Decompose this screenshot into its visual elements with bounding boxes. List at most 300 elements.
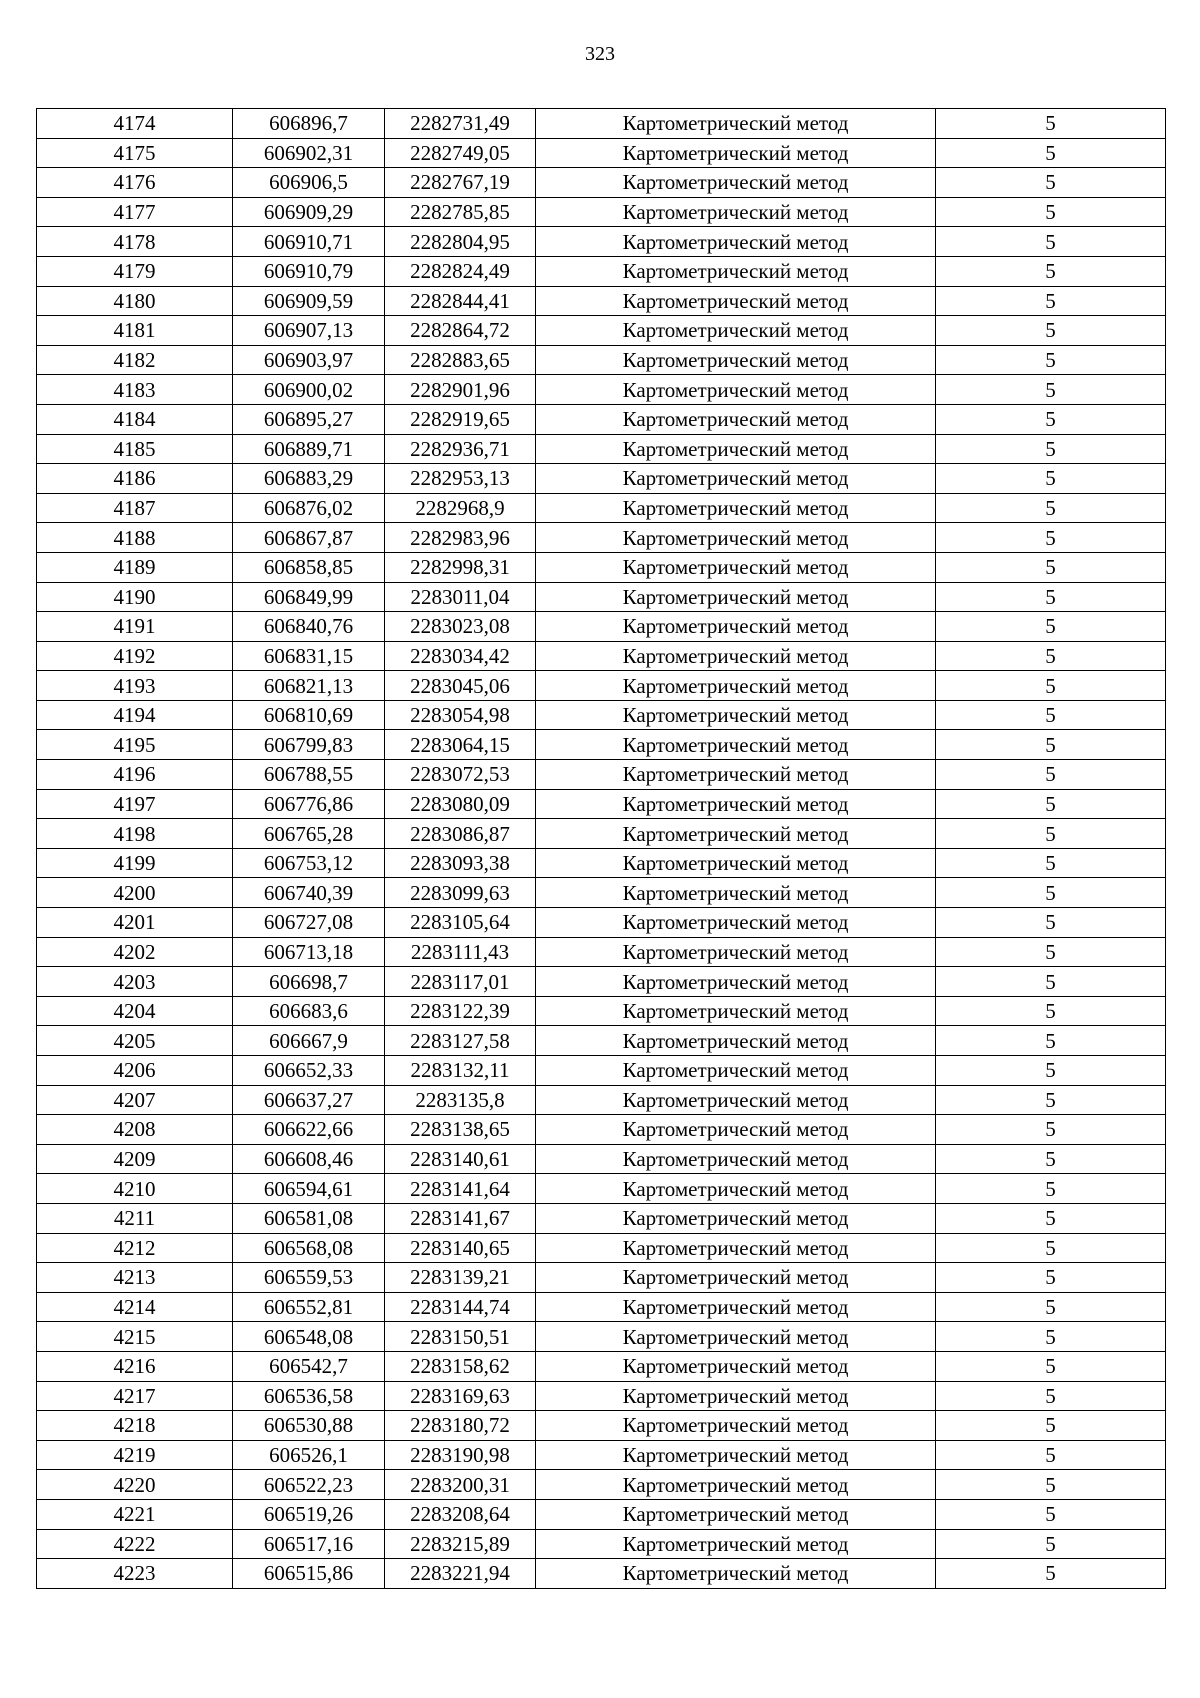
point-number-cell: 4217 (37, 1381, 233, 1411)
y-coordinate-cell: 2282968,9 (385, 493, 536, 523)
table-row (37, 700, 1166, 730)
method-cell: Картометрический метод (536, 582, 936, 612)
x-coordinate-cell: 606652,33 (233, 1056, 385, 1086)
y-coordinate-cell: 2283144,74 (385, 1292, 536, 1322)
point-number-cell: 4200 (37, 878, 233, 908)
table-row (37, 760, 1166, 790)
x-coordinate-cell: 606515,86 (233, 1559, 385, 1589)
x-coordinate-cell: 606849,99 (233, 582, 385, 612)
y-coordinate-cell: 2283169,63 (385, 1381, 536, 1411)
table-row (37, 1529, 1166, 1559)
method-cell: Картометрический метод (536, 1233, 936, 1263)
x-coordinate-cell: 606594,61 (233, 1174, 385, 1204)
accuracy-cell: 5 (936, 316, 1166, 346)
accuracy-cell: 5 (936, 908, 1166, 938)
table-row (37, 641, 1166, 671)
method-cell: Картометрический метод (536, 1026, 936, 1056)
y-coordinate-cell: 2282785,85 (385, 197, 536, 227)
y-coordinate-cell: 2283140,61 (385, 1144, 536, 1174)
point-number-cell: 4223 (37, 1559, 233, 1589)
x-coordinate-cell: 606840,76 (233, 612, 385, 642)
table-row (37, 1085, 1166, 1115)
method-cell: Картометрический метод (536, 1085, 936, 1115)
table-row (37, 671, 1166, 701)
accuracy-cell: 5 (936, 464, 1166, 494)
method-cell: Картометрический метод (536, 197, 936, 227)
accuracy-cell: 5 (936, 1144, 1166, 1174)
y-coordinate-cell: 2283023,08 (385, 612, 536, 642)
x-coordinate-cell: 606622,66 (233, 1115, 385, 1145)
table-row (37, 582, 1166, 612)
accuracy-cell: 5 (936, 760, 1166, 790)
y-coordinate-cell: 2283105,64 (385, 908, 536, 938)
y-coordinate-cell: 2283140,65 (385, 1233, 536, 1263)
table-row (37, 286, 1166, 316)
coordinates-table-body (37, 109, 1166, 1589)
table-row (37, 1174, 1166, 1204)
table-row (37, 1499, 1166, 1529)
accuracy-cell: 5 (936, 996, 1166, 1026)
method-cell: Картометрический метод (536, 612, 936, 642)
method-cell: Картометрический метод (536, 168, 936, 198)
accuracy-cell: 5 (936, 345, 1166, 375)
point-number-cell: 4190 (37, 582, 233, 612)
method-cell: Картометрический метод (536, 375, 936, 405)
x-coordinate-cell: 606909,29 (233, 197, 385, 227)
x-coordinate-cell: 606765,28 (233, 819, 385, 849)
point-number-cell: 4196 (37, 760, 233, 790)
table-row (37, 1411, 1166, 1441)
point-number-cell: 4206 (37, 1056, 233, 1086)
point-number-cell: 4182 (37, 345, 233, 375)
x-coordinate-cell: 606867,87 (233, 523, 385, 553)
accuracy-cell: 5 (936, 1499, 1166, 1529)
y-coordinate-cell: 2283138,65 (385, 1115, 536, 1145)
point-number-cell: 4183 (37, 375, 233, 405)
table-row (37, 1263, 1166, 1293)
point-number-cell: 4176 (37, 168, 233, 198)
x-coordinate-cell: 606909,59 (233, 286, 385, 316)
table-row (37, 1559, 1166, 1589)
table-row (37, 168, 1166, 198)
y-coordinate-cell: 2283080,09 (385, 789, 536, 819)
x-coordinate-cell: 606799,83 (233, 730, 385, 760)
table-row (37, 1440, 1166, 1470)
method-cell: Картометрический метод (536, 345, 936, 375)
method-cell: Картометрический метод (536, 1174, 936, 1204)
table-row (37, 1203, 1166, 1233)
table-row (37, 1144, 1166, 1174)
x-coordinate-cell: 606821,13 (233, 671, 385, 701)
accuracy-cell: 5 (936, 819, 1166, 849)
y-coordinate-cell: 2282901,96 (385, 375, 536, 405)
table-row (37, 345, 1166, 375)
accuracy-cell: 5 (936, 1203, 1166, 1233)
point-number-cell: 4193 (37, 671, 233, 701)
y-coordinate-cell: 2283045,06 (385, 671, 536, 701)
x-coordinate-cell: 606637,27 (233, 1085, 385, 1115)
point-number-cell: 4187 (37, 493, 233, 523)
point-number-cell: 4201 (37, 908, 233, 938)
x-coordinate-cell: 606910,79 (233, 256, 385, 286)
accuracy-cell: 5 (936, 197, 1166, 227)
x-coordinate-cell: 606519,26 (233, 1499, 385, 1529)
method-cell: Картометрический метод (536, 404, 936, 434)
accuracy-cell: 5 (936, 404, 1166, 434)
y-coordinate-cell: 2283099,63 (385, 878, 536, 908)
method-cell: Картометрический метод (536, 1115, 936, 1145)
accuracy-cell: 5 (936, 552, 1166, 582)
table-row (37, 967, 1166, 997)
point-number-cell: 4184 (37, 404, 233, 434)
point-number-cell: 4180 (37, 286, 233, 316)
method-cell: Картометрический метод (536, 1056, 936, 1086)
accuracy-cell: 5 (936, 1115, 1166, 1145)
x-coordinate-cell: 606568,08 (233, 1233, 385, 1263)
accuracy-cell: 5 (936, 700, 1166, 730)
table-row (37, 1115, 1166, 1145)
y-coordinate-cell: 2283064,15 (385, 730, 536, 760)
method-cell: Картометрический метод (536, 552, 936, 582)
accuracy-cell: 5 (936, 1085, 1166, 1115)
accuracy-cell: 5 (936, 375, 1166, 405)
accuracy-cell: 5 (936, 671, 1166, 701)
x-coordinate-cell: 606902,31 (233, 138, 385, 168)
point-number-cell: 4188 (37, 523, 233, 553)
method-cell: Картометрический метод (536, 523, 936, 553)
y-coordinate-cell: 2282864,72 (385, 316, 536, 346)
x-coordinate-cell: 606858,85 (233, 552, 385, 582)
y-coordinate-cell: 2283208,64 (385, 1499, 536, 1529)
point-number-cell: 4179 (37, 256, 233, 286)
x-coordinate-cell: 606907,13 (233, 316, 385, 346)
x-coordinate-cell: 606753,12 (233, 848, 385, 878)
y-coordinate-cell: 2283011,04 (385, 582, 536, 612)
accuracy-cell: 5 (936, 434, 1166, 464)
accuracy-cell: 5 (936, 1056, 1166, 1086)
table-row (37, 1233, 1166, 1263)
table-row (37, 256, 1166, 286)
table-row (37, 730, 1166, 760)
y-coordinate-cell: 2283139,21 (385, 1263, 536, 1293)
method-cell: Картометрический метод (536, 908, 936, 938)
point-number-cell: 4197 (37, 789, 233, 819)
x-coordinate-cell: 606536,58 (233, 1381, 385, 1411)
table-row (37, 789, 1166, 819)
point-number-cell: 4178 (37, 227, 233, 257)
method-cell: Картометрический метод (536, 1440, 936, 1470)
accuracy-cell: 5 (936, 256, 1166, 286)
point-number-cell: 4211 (37, 1203, 233, 1233)
y-coordinate-cell: 2282767,19 (385, 168, 536, 198)
x-coordinate-cell: 606559,53 (233, 1263, 385, 1293)
accuracy-cell: 5 (936, 1559, 1166, 1589)
point-number-cell: 4204 (37, 996, 233, 1026)
method-cell: Картометрический метод (536, 641, 936, 671)
x-coordinate-cell: 606522,23 (233, 1470, 385, 1500)
method-cell: Картометрический метод (536, 700, 936, 730)
table-row (37, 493, 1166, 523)
table-row (37, 227, 1166, 257)
point-number-cell: 4203 (37, 967, 233, 997)
y-coordinate-cell: 2282824,49 (385, 256, 536, 286)
accuracy-cell: 5 (936, 1381, 1166, 1411)
y-coordinate-cell: 2282749,05 (385, 138, 536, 168)
method-cell: Картометрический метод (536, 256, 936, 286)
table-row (37, 908, 1166, 938)
x-coordinate-cell: 606698,7 (233, 967, 385, 997)
x-coordinate-cell: 606727,08 (233, 908, 385, 938)
y-coordinate-cell: 2283054,98 (385, 700, 536, 730)
x-coordinate-cell: 606906,5 (233, 168, 385, 198)
method-cell: Картометрический метод (536, 316, 936, 346)
table-row (37, 316, 1166, 346)
table-row (37, 848, 1166, 878)
point-number-cell: 4221 (37, 1499, 233, 1529)
accuracy-cell: 5 (936, 641, 1166, 671)
table-row (37, 819, 1166, 849)
y-coordinate-cell: 2283111,43 (385, 937, 536, 967)
x-coordinate-cell: 606903,97 (233, 345, 385, 375)
table-row (37, 1026, 1166, 1056)
point-number-cell: 4220 (37, 1470, 233, 1500)
x-coordinate-cell: 606552,81 (233, 1292, 385, 1322)
accuracy-cell: 5 (936, 878, 1166, 908)
accuracy-cell: 5 (936, 612, 1166, 642)
x-coordinate-cell: 606776,86 (233, 789, 385, 819)
y-coordinate-cell: 2283200,31 (385, 1470, 536, 1500)
y-coordinate-cell: 2283141,67 (385, 1203, 536, 1233)
x-coordinate-cell: 606608,46 (233, 1144, 385, 1174)
x-coordinate-cell: 606896,7 (233, 109, 385, 139)
method-cell: Картометрический метод (536, 493, 936, 523)
point-number-cell: 4222 (37, 1529, 233, 1559)
point-number-cell: 4175 (37, 138, 233, 168)
method-cell: Картометрический метод (536, 1559, 936, 1589)
accuracy-cell: 5 (936, 109, 1166, 139)
y-coordinate-cell: 2282804,95 (385, 227, 536, 257)
method-cell: Картометрический метод (536, 1411, 936, 1441)
x-coordinate-cell: 606883,29 (233, 464, 385, 494)
point-number-cell: 4216 (37, 1351, 233, 1381)
x-coordinate-cell: 606831,15 (233, 641, 385, 671)
accuracy-cell: 5 (936, 1233, 1166, 1263)
coordinates-table (36, 108, 1166, 1589)
x-coordinate-cell: 606526,1 (233, 1440, 385, 1470)
method-cell: Картометрический метод (536, 1529, 936, 1559)
point-number-cell: 4189 (37, 552, 233, 582)
method-cell: Картометрический метод (536, 1381, 936, 1411)
point-number-cell: 4208 (37, 1115, 233, 1145)
accuracy-cell: 5 (936, 1529, 1166, 1559)
table-row (37, 434, 1166, 464)
method-cell: Картометрический метод (536, 996, 936, 1026)
point-number-cell: 4218 (37, 1411, 233, 1441)
point-number-cell: 4195 (37, 730, 233, 760)
point-number-cell: 4185 (37, 434, 233, 464)
accuracy-cell: 5 (936, 523, 1166, 553)
accuracy-cell: 5 (936, 1174, 1166, 1204)
table-row (37, 464, 1166, 494)
table-row (37, 375, 1166, 405)
x-coordinate-cell: 606683,6 (233, 996, 385, 1026)
point-number-cell: 4214 (37, 1292, 233, 1322)
x-coordinate-cell: 606788,55 (233, 760, 385, 790)
accuracy-cell: 5 (936, 1470, 1166, 1500)
table-row (37, 1056, 1166, 1086)
accuracy-cell: 5 (936, 138, 1166, 168)
method-cell: Картометрический метод (536, 1292, 936, 1322)
point-number-cell: 4186 (37, 464, 233, 494)
x-coordinate-cell: 606876,02 (233, 493, 385, 523)
x-coordinate-cell: 606530,88 (233, 1411, 385, 1441)
method-cell: Картометрический метод (536, 760, 936, 790)
point-number-cell: 4209 (37, 1144, 233, 1174)
x-coordinate-cell: 606581,08 (233, 1203, 385, 1233)
method-cell: Картометрический метод (536, 286, 936, 316)
x-coordinate-cell: 606900,02 (233, 375, 385, 405)
x-coordinate-cell: 606517,16 (233, 1529, 385, 1559)
page-number: 323 (585, 43, 615, 65)
method-cell: Картометрический метод (536, 434, 936, 464)
y-coordinate-cell: 2283150,51 (385, 1322, 536, 1352)
method-cell: Картометрический метод (536, 464, 936, 494)
y-coordinate-cell: 2283127,58 (385, 1026, 536, 1056)
accuracy-cell: 5 (936, 848, 1166, 878)
x-coordinate-cell: 606740,39 (233, 878, 385, 908)
point-number-cell: 4202 (37, 937, 233, 967)
y-coordinate-cell: 2282919,65 (385, 404, 536, 434)
point-number-cell: 4174 (37, 109, 233, 139)
method-cell: Картометрический метод (536, 819, 936, 849)
table-row (37, 552, 1166, 582)
table-row (37, 1381, 1166, 1411)
table-row (37, 109, 1166, 139)
y-coordinate-cell: 2283215,89 (385, 1529, 536, 1559)
y-coordinate-cell: 2283093,38 (385, 848, 536, 878)
x-coordinate-cell: 606548,08 (233, 1322, 385, 1352)
method-cell: Картометрический метод (536, 1322, 936, 1352)
method-cell: Картометрический метод (536, 967, 936, 997)
y-coordinate-cell: 2283132,11 (385, 1056, 536, 1086)
accuracy-cell: 5 (936, 1411, 1166, 1441)
table-row (37, 937, 1166, 967)
point-number-cell: 4191 (37, 612, 233, 642)
point-number-cell: 4199 (37, 848, 233, 878)
table-row (37, 878, 1166, 908)
y-coordinate-cell: 2283135,8 (385, 1085, 536, 1115)
accuracy-cell: 5 (936, 1026, 1166, 1056)
table-row (37, 197, 1166, 227)
y-coordinate-cell: 2282953,13 (385, 464, 536, 494)
x-coordinate-cell: 606542,7 (233, 1351, 385, 1381)
x-coordinate-cell: 606667,9 (233, 1026, 385, 1056)
y-coordinate-cell: 2283117,01 (385, 967, 536, 997)
method-cell: Картометрический метод (536, 109, 936, 139)
y-coordinate-cell: 2282883,65 (385, 345, 536, 375)
method-cell: Картометрический метод (536, 1263, 936, 1293)
point-number-cell: 4192 (37, 641, 233, 671)
y-coordinate-cell: 2282936,71 (385, 434, 536, 464)
x-coordinate-cell: 606713,18 (233, 937, 385, 967)
point-number-cell: 4219 (37, 1440, 233, 1470)
method-cell: Картометрический метод (536, 1351, 936, 1381)
y-coordinate-cell: 2283180,72 (385, 1411, 536, 1441)
point-number-cell: 4194 (37, 700, 233, 730)
accuracy-cell: 5 (936, 227, 1166, 257)
y-coordinate-cell: 2283034,42 (385, 641, 536, 671)
accuracy-cell: 5 (936, 1440, 1166, 1470)
method-cell: Картометрический метод (536, 937, 936, 967)
point-number-cell: 4207 (37, 1085, 233, 1115)
x-coordinate-cell: 606810,69 (233, 700, 385, 730)
table-row (37, 996, 1166, 1026)
accuracy-cell: 5 (936, 730, 1166, 760)
table-row (37, 1351, 1166, 1381)
accuracy-cell: 5 (936, 937, 1166, 967)
accuracy-cell: 5 (936, 286, 1166, 316)
table-row (37, 1322, 1166, 1352)
point-number-cell: 4177 (37, 197, 233, 227)
accuracy-cell: 5 (936, 493, 1166, 523)
point-number-cell: 4181 (37, 316, 233, 346)
method-cell: Картометрический метод (536, 138, 936, 168)
y-coordinate-cell: 2283221,94 (385, 1559, 536, 1589)
accuracy-cell: 5 (936, 582, 1166, 612)
y-coordinate-cell: 2283190,98 (385, 1440, 536, 1470)
table-row (37, 138, 1166, 168)
method-cell: Картометрический метод (536, 1470, 936, 1500)
x-coordinate-cell: 606895,27 (233, 404, 385, 434)
y-coordinate-cell: 2283158,62 (385, 1351, 536, 1381)
accuracy-cell: 5 (936, 1263, 1166, 1293)
accuracy-cell: 5 (936, 789, 1166, 819)
y-coordinate-cell: 2282844,41 (385, 286, 536, 316)
method-cell: Картометрический метод (536, 227, 936, 257)
y-coordinate-cell: 2283122,39 (385, 996, 536, 1026)
table-row (37, 523, 1166, 553)
y-coordinate-cell: 2282998,31 (385, 552, 536, 582)
point-number-cell: 4205 (37, 1026, 233, 1056)
accuracy-cell: 5 (936, 1292, 1166, 1322)
point-number-cell: 4212 (37, 1233, 233, 1263)
method-cell: Картометрический метод (536, 848, 936, 878)
method-cell: Картометрический метод (536, 671, 936, 701)
point-number-cell: 4210 (37, 1174, 233, 1204)
accuracy-cell: 5 (936, 168, 1166, 198)
method-cell: Картометрический метод (536, 730, 936, 760)
accuracy-cell: 5 (936, 1351, 1166, 1381)
table-row (37, 1292, 1166, 1322)
y-coordinate-cell: 2282983,96 (385, 523, 536, 553)
point-number-cell: 4213 (37, 1263, 233, 1293)
table-row (37, 612, 1166, 642)
point-number-cell: 4215 (37, 1322, 233, 1352)
x-coordinate-cell: 606910,71 (233, 227, 385, 257)
accuracy-cell: 5 (936, 967, 1166, 997)
method-cell: Картометрический метод (536, 1203, 936, 1233)
table-row (37, 404, 1166, 434)
method-cell: Картометрический метод (536, 1499, 936, 1529)
method-cell: Картометрический метод (536, 878, 936, 908)
y-coordinate-cell: 2283141,64 (385, 1174, 536, 1204)
y-coordinate-cell: 2282731,49 (385, 109, 536, 139)
x-coordinate-cell: 606889,71 (233, 434, 385, 464)
method-cell: Картометрический метод (536, 789, 936, 819)
point-number-cell: 4198 (37, 819, 233, 849)
y-coordinate-cell: 2283086,87 (385, 819, 536, 849)
method-cell: Картометрический метод (536, 1144, 936, 1174)
